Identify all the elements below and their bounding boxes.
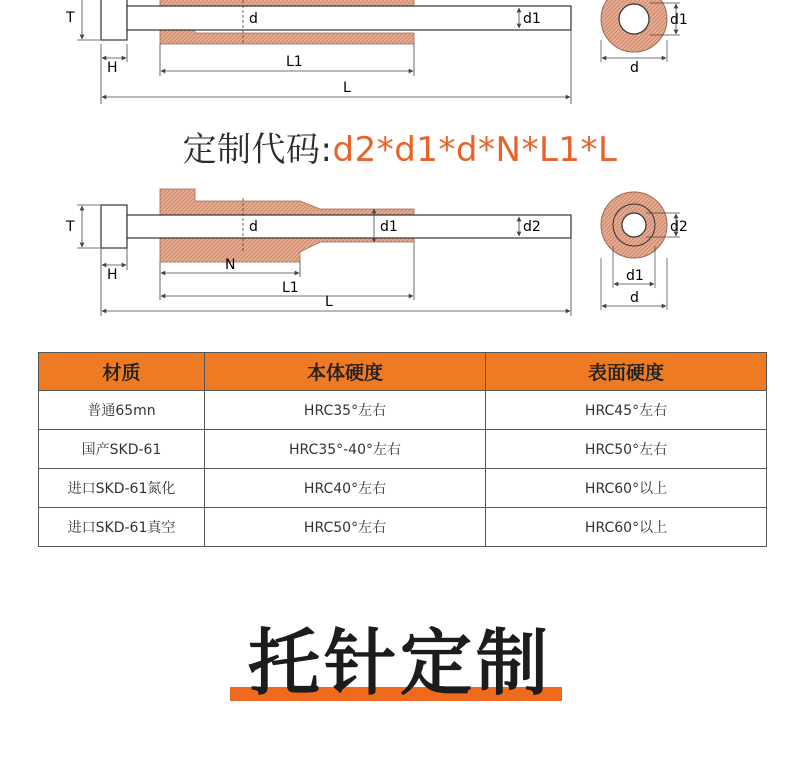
label-T: T bbox=[66, 219, 75, 235]
label-L1: L1 bbox=[286, 54, 303, 70]
cell-surface-hardness: HRC60°以上 bbox=[486, 469, 767, 508]
label-d: d bbox=[249, 11, 258, 27]
cell-surface-hardness: HRC50°左右 bbox=[486, 430, 767, 469]
sleeve-top bbox=[160, 0, 414, 6]
label-d: d bbox=[249, 219, 258, 235]
diagram-2-end-view bbox=[601, 192, 688, 310]
label-N: N bbox=[225, 257, 236, 273]
diagram-2-pin bbox=[65, 189, 571, 316]
cell-body-hardness: HRC35°-40°左右 bbox=[205, 430, 486, 469]
table-row bbox=[39, 469, 767, 508]
label-H: H bbox=[107, 60, 118, 76]
label-d1: d1 bbox=[523, 11, 541, 27]
cell-surface-hardness: HRC60°以上 bbox=[486, 508, 767, 547]
hardness-table bbox=[38, 352, 767, 547]
diagram-1-end-view bbox=[601, 0, 688, 76]
header-surface-hardness: 表面硬度 bbox=[486, 353, 767, 391]
sleeve-top bbox=[160, 189, 414, 215]
header-body-hardness: 本体硬度 bbox=[205, 353, 486, 391]
cell-body-hardness: HRC40°左右 bbox=[205, 469, 486, 508]
table-row bbox=[39, 430, 767, 469]
label-H: H bbox=[107, 267, 118, 283]
end-label-d1: d1 bbox=[626, 268, 644, 284]
sleeve-bottom bbox=[160, 238, 414, 262]
end-label-d: d bbox=[630, 60, 639, 76]
end-label-d2: d2 bbox=[670, 219, 688, 235]
custom-code-title bbox=[0, 128, 800, 172]
pin-shaft bbox=[127, 6, 571, 30]
end-label-d1: d1 bbox=[670, 12, 688, 28]
table-row bbox=[39, 508, 767, 547]
label-d2: d2 bbox=[523, 219, 541, 235]
cell-body-hardness: HRC35°左右 bbox=[205, 391, 486, 430]
pin-head bbox=[101, 0, 127, 40]
end-label-d: d bbox=[630, 290, 639, 306]
sleeve-bottom bbox=[160, 30, 414, 44]
label-L: L bbox=[343, 80, 351, 96]
label-L: L bbox=[325, 294, 333, 310]
end-view-inner bbox=[622, 213, 646, 237]
cell-surface-hardness: HRC45°左右 bbox=[486, 391, 767, 430]
diagram-1-pin bbox=[65, 0, 571, 104]
header-material: 材质 bbox=[39, 353, 205, 391]
cell-material: 国产SKD-61 bbox=[39, 430, 205, 469]
label-T: T bbox=[66, 10, 75, 26]
end-view-inner bbox=[619, 4, 649, 34]
cell-material: 进口SKD-61氮化 bbox=[39, 469, 205, 508]
custom-code-prefix: 定制代码: bbox=[182, 130, 333, 170]
section-banner bbox=[0, 620, 800, 710]
pin-head bbox=[101, 205, 127, 248]
cell-material: 进口SKD-61真空 bbox=[39, 508, 205, 547]
banner-title: 托针定制 bbox=[247, 621, 552, 705]
table-header-row bbox=[39, 353, 767, 391]
table-row bbox=[39, 391, 767, 430]
label-L1: L1 bbox=[282, 280, 299, 296]
pin-shaft bbox=[127, 215, 571, 238]
custom-code-formula: d2*d1*d*N*L1*L bbox=[332, 130, 618, 170]
cell-body-hardness: HRC50°左右 bbox=[205, 508, 486, 547]
cell-material: 普通65mn bbox=[39, 391, 205, 430]
label-d1: d1 bbox=[380, 219, 398, 235]
